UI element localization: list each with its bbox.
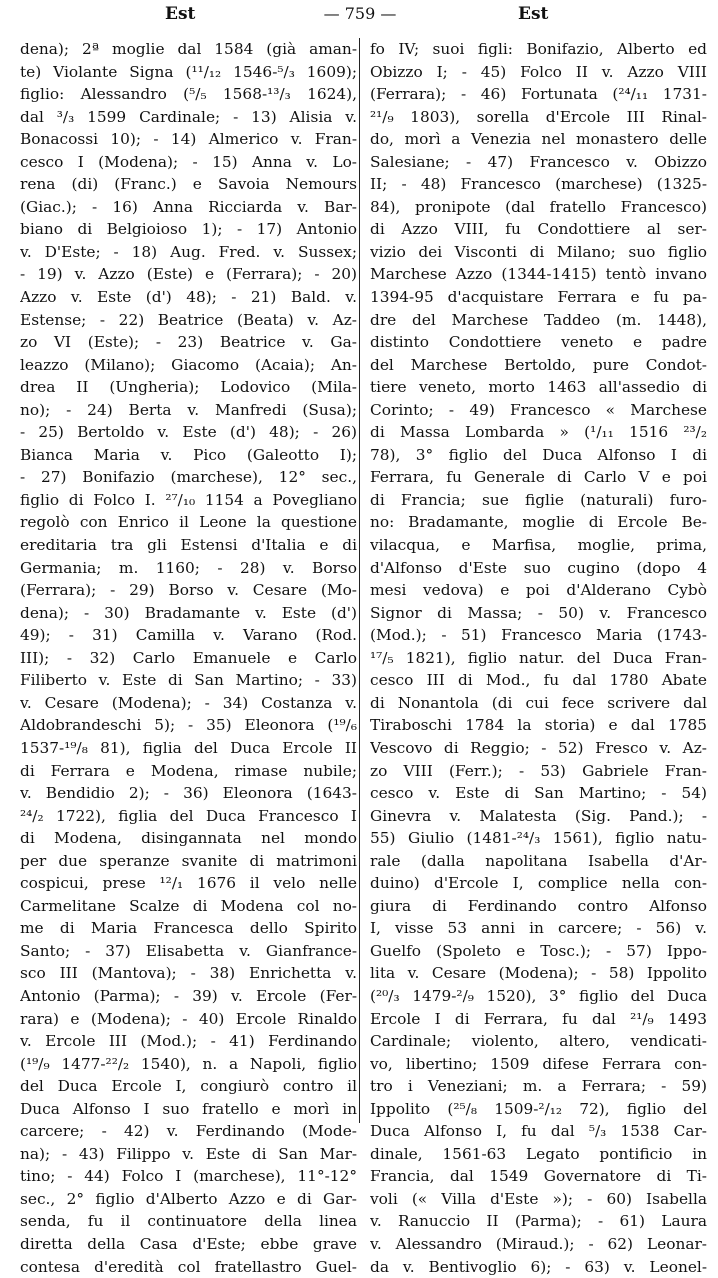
text-line: del Duca Ercole I, congiurò contro il [20, 1077, 357, 1096]
text-line: zo VI (Este); - 23) Beatrice v. Ga- [20, 333, 357, 352]
header-right-keyword: Est [518, 4, 549, 24]
text-line: Cardinale; violento, altero, vendicati- [370, 1032, 707, 1051]
text-line: Azzo v. Este (d') 48); - 21) Bald. v. [20, 288, 357, 307]
text-line: ²⁴/₂ 1722), figlia del Duca Francesco I [20, 806, 357, 825]
text-line: dinale, 1561-63 Legato pontificio in [370, 1144, 707, 1163]
text-line: Bianca Maria v. Pico (Galeotto I); [20, 445, 357, 464]
text-line: da v. Bentivoglio 6); - 63) v. Leonel- [370, 1257, 707, 1276]
text-line: do, morì a Venezia nel monastero delle [370, 130, 707, 149]
text-line: I, visse 53 anni in carcere; - 56) v. [370, 919, 707, 938]
text-line: - 27) Bonifazio (marchese), 12° sec., [20, 468, 357, 487]
text-line: tino; - 44) Folco I (marchese), 11°-12° [20, 1167, 357, 1186]
text-line: Bonacossi 10); - 14) Almerico v. Fran- [20, 130, 357, 149]
text-line: tro i Veneziani; m. a Ferrara; - 59) [370, 1077, 707, 1096]
text-line: cesco I (Modena); - 15) Anna v. Lo- [20, 152, 357, 171]
text-line: Antonio (Parma); - 39) v. Ercole (Fer- [20, 986, 357, 1005]
text-line: - 25) Bertoldo v. Este (d') 48); - 26) [20, 423, 357, 442]
text-line: (Ferrara); - 46) Fortunata (²⁴/₁₁ 1731- [370, 85, 707, 104]
text-line: ereditaria tra gli Estensi d'Italia e di [20, 536, 357, 555]
text-line: dre del Marchese Taddeo (m. 1448), [370, 310, 707, 329]
text-line: contesa d'eredità col fratellastro Guel- [20, 1257, 357, 1276]
text-line: Francia, dal 1549 Governatore di Ti- [370, 1167, 707, 1186]
text-line: Germania; m. 1160; - 28) v. Borso [20, 558, 357, 577]
text-line: zo VIII (Ferr.); - 53) Gabriele Fran- [370, 761, 707, 780]
text-line: dena); 2ª moglie dal 1584 (già aman- [20, 40, 357, 58]
text-line: Guelfo (Spoleto e Tosc.); - 57) Ippo- [370, 941, 707, 960]
text-line: leazzo (Milano); Giacomo (Acaia); An- [20, 355, 357, 374]
text-line: drea II (Ungheria); Lodovico (Mila- [20, 378, 357, 397]
text-line: 84), pronipote (dal fratello Francesco) [370, 197, 707, 216]
text-line: figlio: Alessandro (⁵/₅ 1568-¹³/₃ 1624), [20, 85, 357, 104]
text-line: duino) d'Ercole I, complice nella con- [370, 874, 707, 893]
text-line: vo, libertino; 1509 difese Ferrara con- [370, 1054, 707, 1073]
text-line: fo IV; suoi figli: Bonifazio, Alberto ed [370, 40, 707, 58]
text-line: di Ferrara e Modena, rimase nubile; [20, 761, 357, 780]
text-line: 49); - 31) Camilla v. Varano (Rod. [20, 626, 357, 645]
text-line: ¹⁷/₅ 1821), figlio natur. del Duca Fran- [370, 648, 707, 667]
text-line: Aldobrandeschi 5); - 35) Eleonora (¹⁹/₆ [20, 716, 357, 735]
text-line: me di Maria Francesca dello Spirito [20, 919, 357, 938]
text-line: no); - 24) Berta v. Manfredi (Susa); [20, 400, 357, 419]
page-number: — 759 — [323, 4, 397, 23]
text-line: Santo; - 37) Elisabetta v. Gianfrance- [20, 941, 357, 960]
text-line: Vescovo di Reggio; - 52) Fresco v. Az- [370, 738, 707, 757]
text-line: Signor di Massa; - 50) v. Francesco [370, 603, 707, 622]
text-line: v. Bendidio 2); - 36) Eleonora (1643- [20, 784, 357, 803]
text-line: di Massa Lombarda » (¹/₁₁ 1516 ²³/₂ [370, 423, 707, 442]
text-line: sec., 2° figlio d'Alberto Azzo e di Gar- [20, 1189, 357, 1208]
text-line: diretta della Casa d'Este; ebbe grave [20, 1234, 357, 1253]
page-header [0, 0, 718, 30]
text-line: Duca Alfonso I, fu dal ⁵/₃ 1538 Car- [370, 1122, 707, 1141]
text-line: del Marchese Bertoldo, pure Condot- [370, 355, 707, 374]
text-line: lita v. Cesare (Modena); - 58) Ippolito [370, 964, 707, 983]
text-line: Salesiane; - 47) Francesco v. Obizzo [370, 152, 707, 171]
text-line: voli (« Villa d'Este »); - 60) Isabella [370, 1189, 707, 1208]
text-line: rara) e (Modena); - 40) Ercole Rinaldo [20, 1009, 357, 1028]
text-line: Ippolito (²⁵/₈ 1509-²/₁₂ 72), figlio del [370, 1099, 707, 1118]
text-line: (Giac.); - 16) Anna Ricciarda v. Bar- [20, 197, 357, 216]
text-line: d'Alfonso d'Este suo cugino (dopo 4 [370, 558, 707, 577]
text-line: senda, fu il continuatore della linea [20, 1212, 357, 1231]
header-left-keyword: Est [165, 4, 196, 24]
text-line: sco III (Mantova); - 38) Enrichetta v. [20, 964, 357, 983]
text-line: te) Violante Signa (¹¹/₁₂ 1546-⁵/₃ 1609); [20, 62, 357, 81]
text-line: Obizzo I; - 45) Folco II v. Azzo VIII [370, 62, 707, 81]
text-line: Tiraboschi 1784 la storia) e dal 1785 [370, 716, 707, 735]
text-line: mesi vedova) e poi d'Alderano Cybò [370, 581, 707, 600]
text-line: (²⁰/₃ 1479-²/₉ 1520), 3° figlio del Duca [370, 986, 707, 1005]
text-line: rena (di) (Franc.) e Savoia Nemours [20, 175, 357, 194]
text-line: III); - 32) Carlo Emanuele e Carlo [20, 648, 357, 667]
text-line: cesco III di Mod., fu dal 1780 Abate [370, 671, 707, 690]
text-line: tiere veneto, morto 1463 all'assedio di [370, 378, 707, 397]
text-line: vizio dei Visconti di Milano; suo figlio [370, 242, 707, 261]
text-line: Filiberto v. Este di San Martino; - 33) [20, 671, 357, 690]
text-line: v. Ranuccio II (Parma); - 61) Laura [370, 1212, 707, 1231]
text-line: ²¹/₉ 1803), sorella d'Ercole III Rinal- [370, 107, 707, 126]
text-line: di Azzo VIII, fu Condottiere al ser- [370, 220, 707, 239]
text-line: v. Alessandro (Miraud.); - 62) Leonar- [370, 1234, 707, 1253]
text-line: di Francia; sue figlie (naturali) furo- [370, 490, 707, 509]
text-line: 1394-95 d'acquistare Ferrara e fu pa- [370, 288, 707, 307]
text-line: v. D'Este; - 18) Aug. Fred. v. Sussex; [20, 242, 357, 261]
text-line: Corinto; - 49) Francesco « Marchese [370, 400, 707, 419]
text-line: biano di Belgioioso 1); - 17) Antonio [20, 220, 357, 239]
text-line: 55) Giulio (1481-²⁴/₃ 1561), figlio natu- [370, 829, 707, 848]
left-column [20, 38, 357, 1278]
text-line: Ginevra v. Malatesta (Sig. Pand.); - [370, 806, 707, 825]
text-line: di Modena, disingannata nel mondo [20, 829, 357, 848]
text-line: Duca Alfonso I suo fratello e morì in [20, 1099, 357, 1118]
text-line: Ferrara, fu Generale di Carlo V e poi [370, 468, 707, 487]
text-line: (Mod.); - 51) Francesco Maria (1743- [370, 626, 707, 645]
text-line: vilacqua, e Marfisa, moglie, prima, [370, 536, 707, 555]
text-line: distinto Condottiere veneto e padre [370, 333, 707, 352]
text-line: Estense; - 22) Beatrice (Beata) v. Az- [20, 310, 357, 329]
text-line: na); - 43) Filippo v. Este di San Mar- [20, 1144, 357, 1163]
text-line: cesco v. Este di San Martino; - 54) [370, 784, 707, 803]
text-line: Ercole I di Ferrara, fu dal ²¹/₉ 1493 [370, 1009, 707, 1028]
text-line: (¹⁹/₉ 1477-²²/₂ 1540), n. a Napoli, figlio [20, 1054, 357, 1073]
text-line: 78), 3° figlio del Duca Alfonso I di [370, 445, 707, 464]
text-line: (Ferrara); - 29) Borso v. Cesare (Mo- [20, 581, 357, 600]
text-line: di Nonantola (di cui fece scrivere dal [370, 693, 707, 712]
text-line: regolò con Enrico il Leone la questione [20, 513, 357, 532]
text-line: Carmelitane Scalze di Modena col no- [20, 896, 357, 915]
text-line: Marchese Azzo (1344-1415) tentò invano [370, 265, 707, 284]
text-line: carcere; - 42) v. Ferdinando (Mode- [20, 1122, 357, 1141]
text-line: per due speranze svanite di matrimoni [20, 851, 357, 870]
text-line: II; - 48) Francesco (marchese) (1325- [370, 175, 707, 194]
text-line: rale (dalla napolitana Isabella d'Ar- [370, 851, 707, 870]
text-line: v. Ercole III (Mod.); - 41) Ferdinando [20, 1032, 357, 1051]
text-line: 1537-¹⁹/₈ 81), figlia del Duca Ercole II [20, 738, 357, 757]
column-divider [359, 38, 360, 1123]
right-column [370, 38, 707, 1278]
text-line: dal ³/₃ 1599 Cardinale; - 13) Alisia v. [20, 107, 357, 126]
text-line: figlio di Folco I. ²⁷/₁₀ 1154 a Povegliano [20, 490, 357, 509]
text-line: cospicui, prese ¹²/₁ 1676 il velo nelle [20, 874, 357, 893]
text-line: giura di Ferdinando contro Alfonso [370, 896, 707, 915]
text-line: dena); - 30) Bradamante v. Este (d') [20, 603, 357, 622]
text-line: v. Cesare (Modena); - 34) Costanza v. [20, 693, 357, 712]
text-line: - 19) v. Azzo (Este) e (Ferrara); - 20) [20, 265, 357, 284]
text-line: no: Bradamante, moglie di Ercole Be- [370, 513, 707, 532]
